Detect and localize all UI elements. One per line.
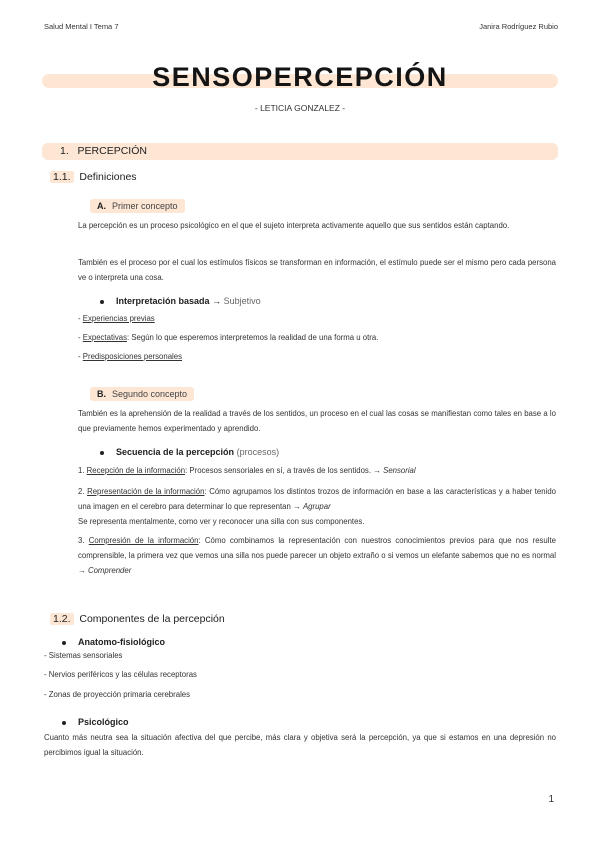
bullet-anatomo [62, 637, 165, 647]
concept-b-letter: B. [97, 389, 106, 399]
step-number: 1. [78, 466, 87, 475]
header-course: Salud Mental I Tema 7 [44, 22, 119, 31]
header-author: Janira Rodríguez Rubio [479, 22, 558, 31]
list-item: - Zonas de proyección primaria cerebrales [44, 690, 191, 699]
list-item [78, 352, 182, 361]
list-item-prefix: - [78, 352, 83, 361]
bullet-psicologico-label: Psicológico [78, 717, 129, 727]
section-1-number: 1. [60, 145, 69, 157]
subsection-1-1-label: Definiciones [79, 171, 137, 183]
step-tag: Comprender [87, 566, 132, 575]
step-tag: Sensorial [383, 466, 416, 475]
paragraph-psicologico: Cuanto más neutra sea la situación afectiva del que percibe, más clara y objetiva será la percepción, ya que si estamos en una depresión no percibimos igual la situación. [44, 733, 556, 757]
page-number: 1 [548, 794, 554, 805]
arrow-icon: → [212, 296, 222, 306]
subsection-1-1-heading [50, 171, 137, 183]
list-item: - Nervios periféricos y las células receptoras [44, 670, 197, 679]
paragraph-a2: También es el proceso por el cual los estímulos físicos se transforman en información, el estímulo puede ser el mismo pero cada persona ve o interpreta una cosa. [78, 258, 556, 282]
bullet-anatomo-label: Anatomo-fisiológico [78, 637, 165, 647]
page-title: SENSOPERCEPCIÓN [152, 62, 448, 92]
step-term: Compresión de la información [88, 536, 199, 545]
paragraph-b1: También es la aprehensión de la realidad a través de los sentidos, un proceso en el cual las cosas se manifiestan como tales en base a lo que previamente hemos experimentado y aprendido. [78, 409, 556, 433]
step-text: : Cómo agrupamos los distintos trozos de información en base a las características y a haber tenido una imagen en el cerebro para determinar lo que representan → [78, 487, 556, 511]
step-tag: Agrupar [302, 502, 331, 511]
concept-b-text: Segundo concepto [112, 389, 188, 399]
bullet-interpretacion-extra: Subjetivo [223, 296, 261, 306]
step-text: : Procesos sensoriales en sí, a través de los sentidos. → [185, 466, 384, 475]
bullet-secuencia [100, 447, 279, 457]
step-number: 2. [78, 487, 88, 496]
list-item [78, 314, 155, 323]
step-term: Recepción de la información [86, 466, 186, 475]
bullet-dot-icon [62, 641, 66, 645]
bullet-dot-icon [100, 451, 104, 455]
list-item [78, 333, 378, 342]
subsection-1-2-label: Componentes de la percepción [79, 613, 225, 625]
bullet-interpretacion-label: Interpretación basada [116, 296, 210, 306]
step-number: 3. [78, 536, 89, 545]
bullet-secuencia-extra: (procesos) [236, 447, 280, 457]
page-subtitle: - LETICIA GONZALEZ - [254, 103, 346, 113]
section-1-heading [60, 145, 147, 157]
bullet-psicologico [62, 717, 129, 727]
subsection-1-2-heading [50, 613, 225, 625]
list-item-term: Experiencias previas [82, 314, 155, 323]
concept-a-letter: A. [97, 201, 106, 211]
subsection-1-2-number: 1.2. [50, 613, 74, 625]
paragraph-a1: La percepción es un proceso psicológico en el que el sujeto interpreta activamente aquello que sus sentidos están captando. [78, 221, 510, 230]
bullet-secuencia-label: Secuencia de la percepción [116, 447, 235, 457]
list-item-prefix: - [78, 333, 83, 342]
bullet-dot-icon [100, 300, 104, 304]
concept-b-label [90, 387, 194, 401]
list-item-term: Predisposiciones personales [82, 352, 183, 361]
list-item-prefix: - [78, 314, 83, 323]
sequence-step-1 [78, 463, 556, 478]
step-term: Representación de la información [87, 487, 205, 496]
list-item-term: Expectativas [82, 333, 127, 342]
section-1-label: PERCEPCIÓN [77, 145, 147, 157]
step-extra: Se representa mentalmente, como ver y reconocer una silla con sus componentes. [78, 517, 365, 526]
list-item: - Sistemas sensoriales [44, 651, 123, 660]
step-text: : Cómo combinamos la representación con nuestros conocimientos previos para que nos resulte comprensible, la primera vez que vemos una silla nos puede parecer un objeto extraño o si vemos un elefante sabemos que no es normal → [78, 536, 557, 575]
sequence-step-2 [78, 484, 556, 529]
concept-a-label [90, 199, 185, 213]
concept-a-text: Primer concepto [112, 201, 178, 211]
bullet-interpretacion [100, 296, 261, 306]
list-item-text: : Según lo que esperemos interpretemos la realidad de una forma u otra. [126, 333, 379, 342]
sequence-step-3 [78, 533, 556, 578]
subsection-1-1-number: 1.1. [50, 171, 74, 183]
bullet-dot-icon [62, 721, 66, 725]
